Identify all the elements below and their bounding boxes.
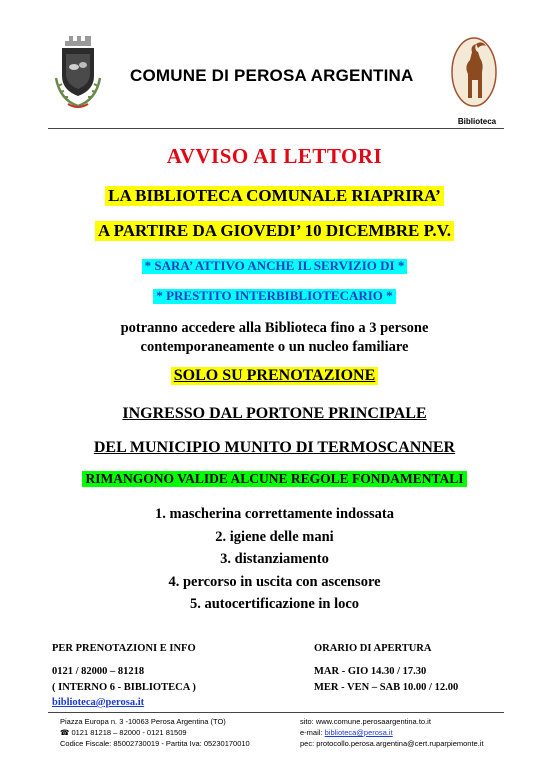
opening-hours-1: MAR - GIO 14.30 / 17.30 (314, 666, 427, 677)
coat-of-arms-logo (50, 34, 106, 112)
footer-email-label: e-mail: (300, 728, 323, 737)
rule-item: 4. percorso in uscita con ascensore (168, 573, 381, 590)
access-info-line2: contemporaneamente o un nucleo familiare (140, 339, 409, 355)
entrance-line2: DEL MUNICIPIO MUNITO DI TERMOSCANNER (93, 439, 456, 456)
library-logo (450, 36, 498, 108)
rule-item: 3. distanziamento (220, 551, 329, 567)
rules-list (0, 503, 549, 616)
footer-email-row (300, 727, 393, 738)
rules-heading: RIMANGONO VALIDE ALCUNE REGOLE FONDAMENTALI (82, 471, 466, 487)
entrance-line1: INGRESSO DAL PORTONE PRINCIPALE (122, 405, 427, 422)
booking-info-heading: PER PRENOTAZIONI E INFO (52, 643, 196, 654)
booking-phone: 0121 / 82000 – 81218 (52, 666, 145, 677)
footer-phones: 0121 81218 – 82000 - 0121 81509 (71, 728, 187, 737)
rule-item: 5. autocertificazione in loco (189, 596, 360, 612)
date-text: A PARTIRE DA GIOVEDI’ 10 DICEMBRE P.V. (95, 221, 454, 241)
footer-fiscal: Codice Fiscale: 85002730019 - Partita Iva: 05230170010 (60, 739, 250, 748)
header-divider (48, 128, 504, 129)
interlibrary-loan-line (0, 288, 549, 304)
rule-item: 1. mascherina correttamente indossata (155, 506, 394, 522)
date-line (0, 221, 549, 241)
rules-heading-line (0, 471, 549, 487)
interlibrary-loan-text: * PRESTITO INTERBIBLIOTECARIO * (153, 289, 395, 304)
footer-address: Piazza Europa n. 3 -10063 Perosa Argentina (TO) (60, 717, 226, 726)
booking-line (0, 367, 549, 385)
access-info (0, 319, 549, 357)
footer-site: sito: www.comune.perosaargentina.to.it (300, 717, 431, 726)
booking-text: SOLO SU PRENOTAZIONE (171, 367, 379, 385)
service-line (0, 258, 549, 274)
footer-divider (48, 712, 504, 713)
access-info-line1: potranno accedere alla Biblioteca fino a 3 persone (120, 320, 429, 336)
opening-hours-2: MER - VEN – SAB 10.00 / 12.00 (314, 682, 459, 693)
footer-phones-row (60, 727, 187, 738)
reopening-line (0, 186, 549, 206)
rule-item: 2. igiene delle mani (215, 528, 334, 545)
booking-email-link[interactable]: biblioteca@perosa.it (52, 697, 145, 708)
phone-icon: ☎ (60, 728, 70, 737)
reopening-text: LA BIBLIOTECA COMUNALE RIAPRIRA’ (105, 186, 444, 206)
library-label: Biblioteca (457, 117, 497, 126)
footer-email-link[interactable]: biblioteca@perosa.it (324, 728, 393, 737)
opening-hours-heading: ORARIO DI APERTURA (314, 643, 432, 654)
footer-pec: pec: protocollo.perosa.argentina@cert.ruparpiemonte.it (300, 739, 484, 748)
municipality-title: COMUNE DI PEROSA ARGENTINA (130, 66, 414, 85)
booking-internal: ( INTERNO 6 - BIBLIOTECA ) (52, 682, 196, 693)
service-text: * SARA’ ATTIVO ANCHE IL SERVIZIO DI * (142, 259, 408, 274)
notice-title: AVVISO AI LETTORI (166, 144, 383, 168)
